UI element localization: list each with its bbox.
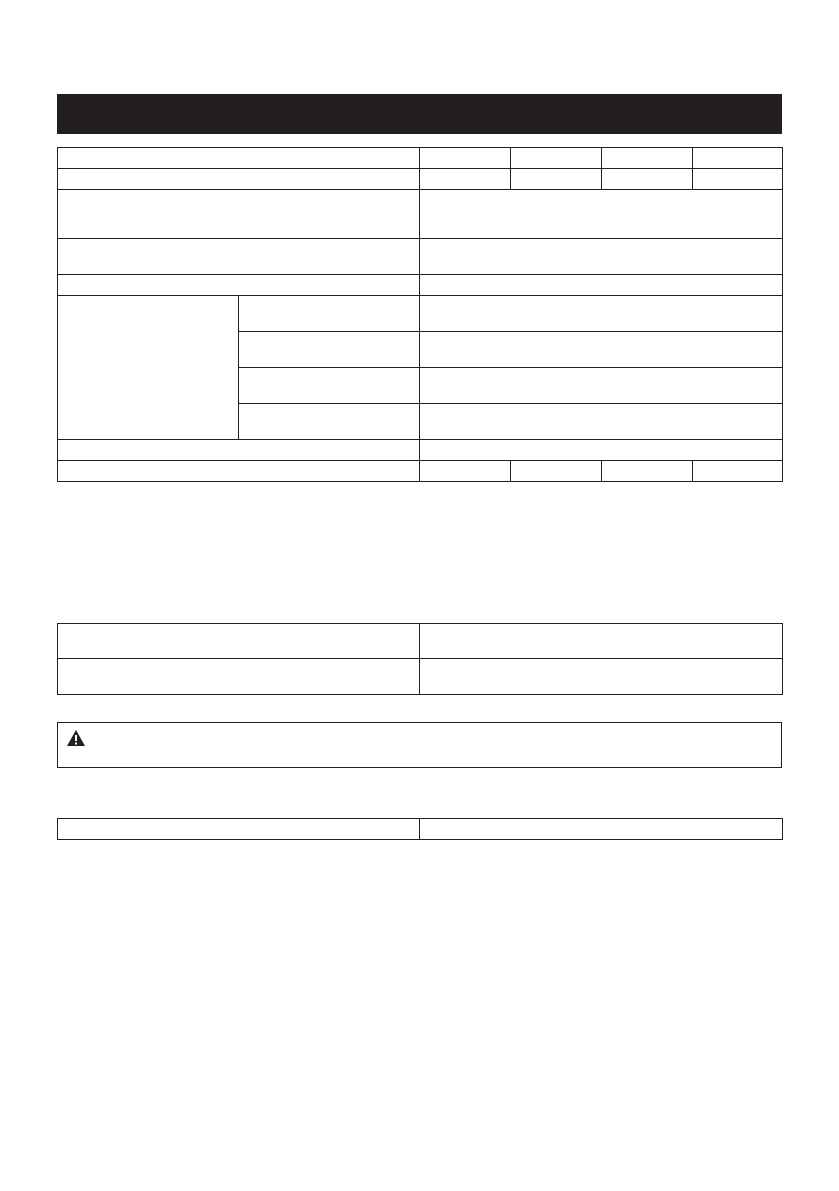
table-cell [420, 659, 783, 695]
warning-box [57, 722, 782, 768]
table-cell [239, 404, 420, 440]
table-cell [602, 461, 693, 482]
table-cell [420, 819, 783, 840]
table-cell [58, 190, 420, 239]
table-cell [420, 239, 783, 275]
table-cell [58, 819, 420, 840]
table-row [58, 148, 783, 169]
specifications-table [57, 147, 783, 482]
table-row [58, 659, 783, 695]
table-cell [420, 404, 783, 440]
table-cell [239, 296, 420, 332]
table-cell [420, 148, 511, 169]
table-cell [58, 169, 420, 190]
table-row [58, 819, 783, 840]
section-header-bar [57, 94, 782, 134]
table-cell [693, 169, 783, 190]
table-group-cell [58, 296, 239, 440]
table-cell [420, 624, 783, 659]
table-cell [511, 169, 602, 190]
table-row [58, 296, 783, 332]
table-row [58, 190, 783, 239]
table-cell [693, 148, 783, 169]
table-row [58, 239, 783, 275]
table-cell [58, 440, 420, 461]
table-cell [58, 624, 420, 659]
table-row [58, 275, 783, 296]
table-cell [58, 461, 420, 482]
table-cell [420, 296, 783, 332]
table-cell [58, 239, 420, 275]
table-row [58, 440, 783, 461]
table-row [58, 169, 783, 190]
table-cell [602, 169, 693, 190]
table-cell [58, 148, 420, 169]
table-cell [420, 332, 783, 368]
table-cell [420, 461, 511, 482]
table-cell [420, 440, 783, 461]
two-column-table [57, 623, 783, 695]
table-cell [420, 169, 511, 190]
table-cell [602, 148, 693, 169]
warning-triangle-icon [66, 729, 86, 747]
table-cell [239, 332, 420, 368]
table-cell [511, 148, 602, 169]
table-row [58, 461, 783, 482]
two-column-table-2 [57, 818, 783, 840]
table-cell [58, 275, 420, 296]
table-cell [420, 275, 783, 296]
table-cell [420, 190, 783, 239]
table-row [58, 624, 783, 659]
table-cell [239, 368, 420, 404]
table-cell [58, 659, 420, 695]
table-cell [420, 368, 783, 404]
table-cell [693, 461, 783, 482]
table-cell [511, 461, 602, 482]
